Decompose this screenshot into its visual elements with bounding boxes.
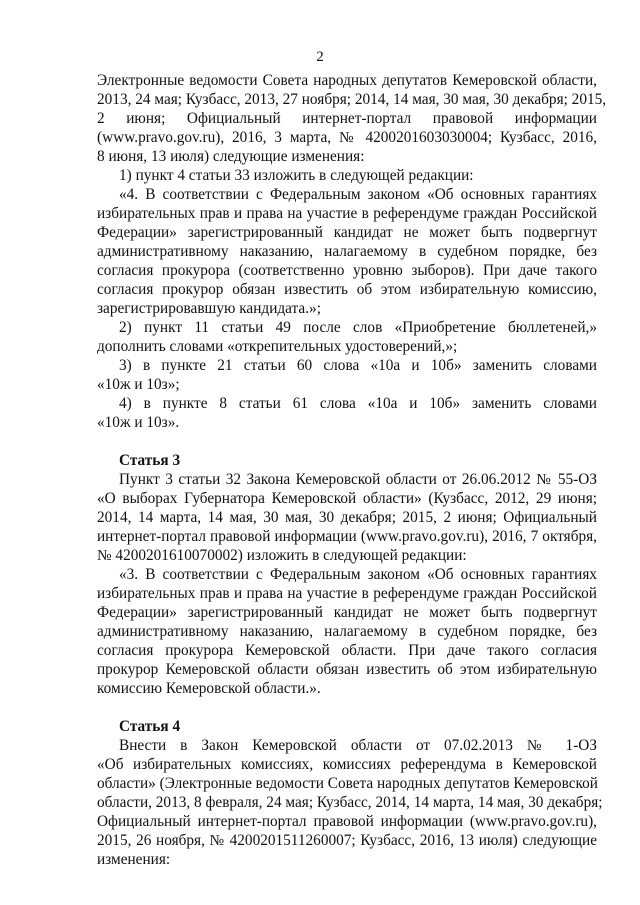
- text-line: «О выборах Губернатора Кемеровской области» (Кузбасс, 2012, 29 июня;: [97, 490, 597, 507]
- text-line: избирательных прав и права на участие в референдуме граждан Российской: [97, 205, 597, 222]
- article-heading: Статья 3: [119, 452, 181, 469]
- paragraph: [97, 71, 607, 166]
- text-line: избирательных прав и права на участие в референдуме граждан Российской: [97, 585, 597, 602]
- text-line: 2 июня; Официальный интернет-портал правовой информации: [97, 110, 597, 127]
- text-line: комиссию Кемеровской области.».: [97, 680, 321, 697]
- text-line: Пункт 3 статьи 32 Закона Кемеровской области от 26.06.2012 № 55-ОЗ: [119, 471, 597, 488]
- text-line: № 4200201610070002) изложить в следующей редакции:: [97, 547, 467, 564]
- text-line: Федерации» зарегистрированный кандидат не может быть подвергнут: [97, 224, 597, 241]
- text-line: «4. В соответствии с Федеральным законом «Об основных гарантиях: [119, 186, 597, 203]
- text-line: «10ж и 10з».: [97, 414, 180, 431]
- text-line: изменения:: [97, 851, 171, 868]
- text-line: согласия прокурор обязан известить об этом избирательную комиссию,: [97, 281, 597, 298]
- text-line: дополнить словами «открепительных удостоверений,»;: [97, 338, 458, 355]
- paragraph: [97, 166, 597, 185]
- text-line: 1) пункт 4 статьи 33 изложить в следующей редакции:: [119, 167, 474, 184]
- text-line: зарегистрировавшую кандидата.»;: [97, 300, 321, 317]
- text-line: Федерации» зарегистрированный кандидат не может быть подвергнут: [97, 604, 597, 621]
- text-line: области» (Электронные ведомости Совета народных депутатов Кемеровской: [97, 775, 598, 792]
- text-line: «3. В соответствии с Федеральным законом «Об основных гарантиях: [119, 566, 597, 583]
- text-line: 3) в пункте 21 статьи 60 слова «10а и 10б» заменить словами: [119, 357, 597, 374]
- text-line: «Об избирательных комиссиях, комиссиях референдума в Кемеровской: [97, 756, 597, 773]
- text-line: 2014, 14 марта, 14 мая, 30 мая, 30 декабря; 2015, 2 июня; Официальный: [97, 509, 597, 526]
- text-line: Внести в Закон Кемеровской области от 07.02.2013 № 1-ОЗ: [119, 737, 597, 754]
- article-heading: Статья 4: [119, 718, 181, 735]
- text-line: интернет-портал правовой информации (www.pravo.gov.ru), 2016, 7 октября,: [97, 528, 597, 545]
- paragraph: [97, 394, 597, 432]
- document-body: [97, 71, 607, 869]
- paragraph: [97, 565, 597, 698]
- text-line: 2) пункт 11 статьи 49 после слов «Приобретение бюллетеней,»: [119, 319, 597, 336]
- text-line: (www.pravo.gov.ru), 2016, 3 марта, № 4200201603030004; Кузбасс, 2016,: [97, 129, 597, 146]
- text-line: Официальный интернет-портал правовой информации (www.pravo.gov.ru),: [97, 813, 597, 830]
- page-number: 2: [316, 49, 324, 65]
- text-line: прокурор Кемеровской области обязан известить об этом избирательную: [97, 661, 597, 678]
- text-line: согласия прокурора (соответственно уровню зыборов). При даче такого: [97, 262, 597, 279]
- paragraph: [97, 736, 603, 869]
- text-line: 2015, 26 ноября, № 4200201511260007; Кузбасс, 2016, 13 июля) следующие: [97, 832, 597, 849]
- text-line: Электронные ведомости Совета народных депутатов Кемеровской области,: [97, 72, 597, 89]
- paragraph: [97, 470, 597, 565]
- text-line: области, 2013, 8 февраля, 24 мая; Кузбасс, 2014, 14 марта, 14 мая, 30 декабря;: [97, 794, 603, 811]
- text-line: административному наказанию, налагаемому в судебном порядке, без: [97, 623, 597, 640]
- paragraph: [97, 356, 597, 394]
- text-line: 4) в пункте 8 статьи 61 слова «10а и 10б» заменить словами: [119, 395, 597, 412]
- text-line: 8 июня, 13 июля) следующие изменения:: [97, 148, 365, 165]
- paragraph: [97, 185, 597, 318]
- text-line: согласия прокурора Кемеровской области. При даче такого согласия: [97, 642, 597, 659]
- text-line: 2013, 24 мая; Кузбасс, 2013, 27 ноября; 2014, 14 мая, 30 мая, 30 декабря; 2015,: [97, 91, 607, 108]
- text-line: административному наказанию, налагаемому в судебном порядке, без: [97, 243, 597, 260]
- paragraph: [97, 318, 597, 356]
- text-line: «10ж и 10з»;: [97, 376, 180, 393]
